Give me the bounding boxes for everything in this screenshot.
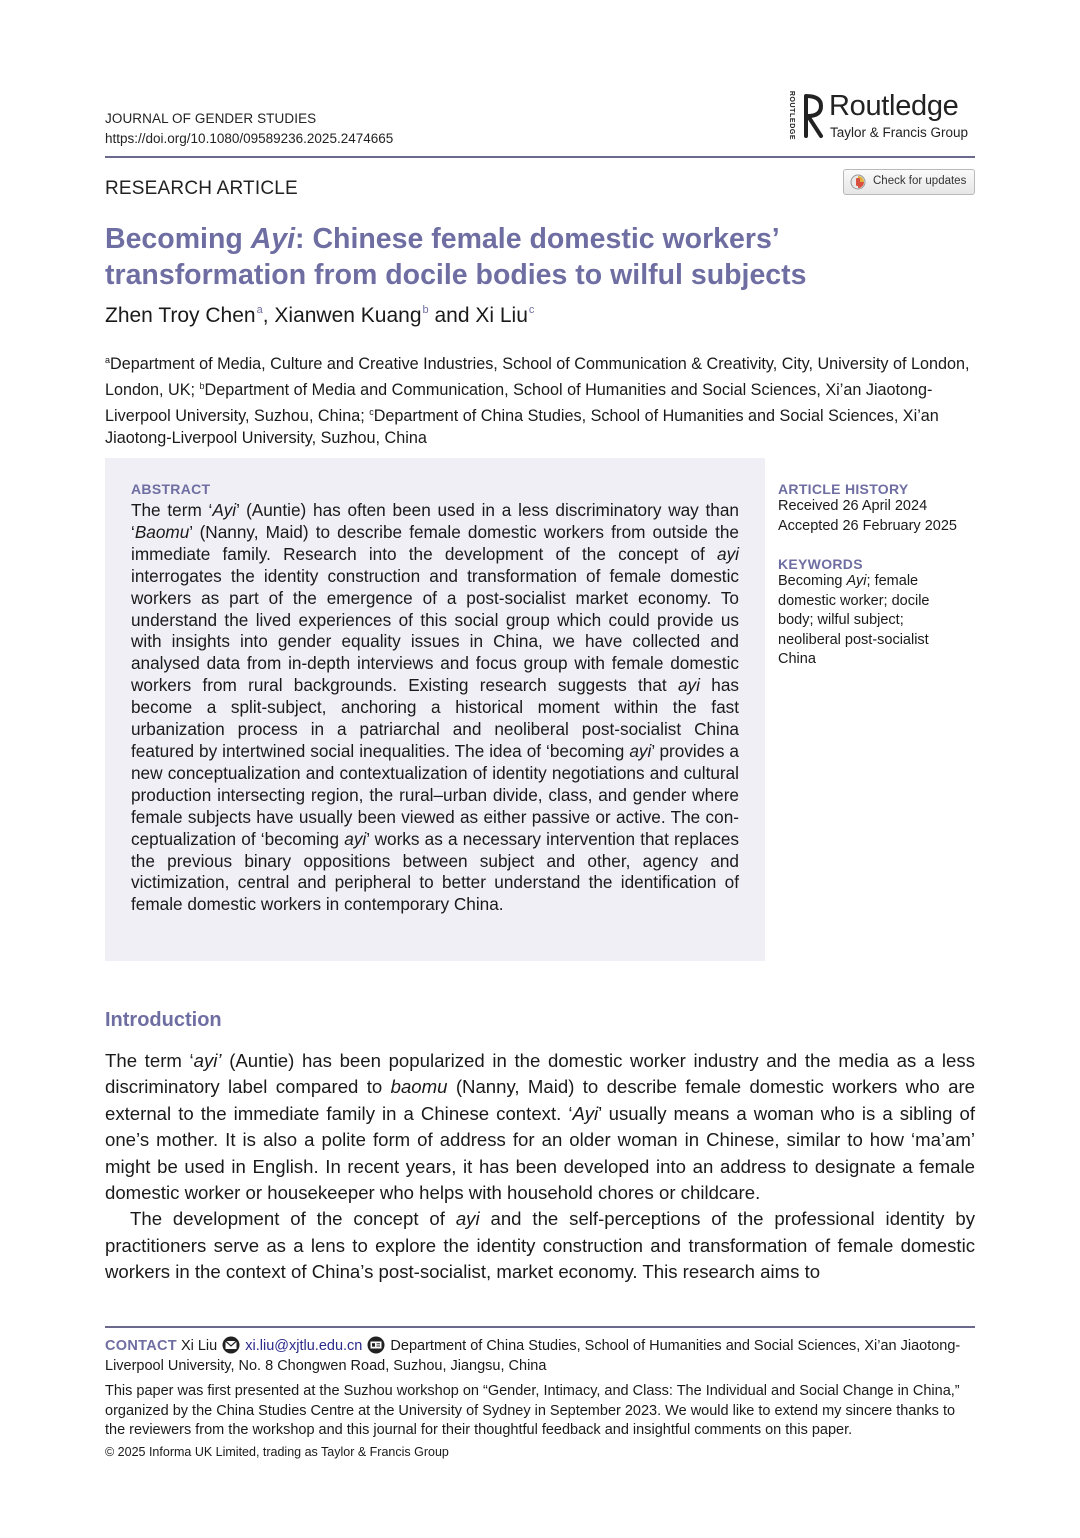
affiliation-mark[interactable]: a — [256, 304, 263, 316]
italic-term: Ayi — [572, 1102, 599, 1124]
title-italic: Ayi — [250, 223, 296, 255]
contact-name: Xi Liu — [180, 1338, 218, 1354]
contact-info — [105, 1336, 975, 1376]
affiliation-mark[interactable]: c — [528, 304, 535, 316]
accepted-date: Accepted 26 February 2025 — [778, 517, 957, 534]
abstract-heading: ABSTRACT — [131, 481, 211, 497]
affiliation-text: Department of Media, Culture and Creative Industries, School of Communication & Creativity, City, University of London, London, UK; — [105, 355, 970, 399]
italic-term: ayi — [717, 543, 739, 564]
affiliation-text: Department of Media and Communication, School of Humanities and Social Sciences, Xi’an Jiaotong-Liverpool University, Suzhou, China; — [105, 381, 933, 425]
received-date: Received 26 April 2024 — [778, 498, 928, 514]
contact-address: Department of China Studies, School of Humanities and Social Sciences, Xi’an Jiaotong-Liverpool University, No. 8 Chongwen Road, Suzhou, Jiangsu, China — [105, 1338, 961, 1374]
email-icon — [221, 1336, 241, 1354]
introduction-body — [105, 1048, 975, 1286]
article-title: Becoming Ayi: Chinese female domestic workers’ transformation from docile bodies to wilful subjects — [105, 223, 807, 291]
copyright: © 2025 Informa UK Limited, trading as Taylor & Francis Group — [105, 1445, 449, 1459]
italic-term: Ayi — [212, 500, 237, 520]
keywords-block — [778, 556, 978, 670]
history-heading: ARTICLE HISTORY — [778, 481, 909, 497]
affiliation-text: Department of China Studies, School of Humanities and Social Sciences, Xi’an Jiaotong-Liverpool University, Suzhou, China — [105, 407, 939, 447]
italic-term: ayi — [677, 675, 700, 696]
italic-term: ayi’ — [193, 1050, 222, 1071]
check-updates-label: Check for updates — [873, 175, 967, 187]
affiliations — [105, 349, 975, 449]
paragraph: The development of the concept of ayi and the self-perceptions of the professional identity by practitioners serve as a lens to explore the identity construction and transformation of female domestic workers in the context of China’s post-socialist, market economy. This research aims to — [105, 1208, 975, 1283]
publisher-logo[interactable] — [785, 90, 975, 146]
italic-term: ayi — [629, 740, 652, 761]
journal-header — [105, 109, 393, 149]
publisher-vertical-text: ROUTLEDGE — [788, 90, 796, 141]
author-list: Zhen Troy Chen$^a$, Xianwen Kuang$^b$ and Xi Liu$^c$ — [105, 304, 535, 327]
keywords-text: Becoming Ayi; female domestic worker; docile body; wilful subject; neoliberal post-socialist China — [778, 573, 930, 667]
author-name[interactable]: Xi Liu — [475, 304, 528, 327]
contact-label: CONTACT — [105, 1338, 177, 1354]
publisher-group: Taylor & Francis Group — [830, 125, 969, 140]
article-page — [105, 0, 975, 1538]
journal-name: JOURNAL OF GENDER STUDIES — [105, 111, 317, 126]
publisher-name: Routledge — [829, 90, 959, 122]
introduction-heading: Introduction — [105, 1009, 222, 1031]
affiliation-mark: b — [199, 381, 205, 391]
article-history — [778, 481, 978, 536]
italic-term: baomu — [390, 1076, 448, 1098]
italic-term: ayi — [455, 1208, 480, 1230]
author-name[interactable]: Zhen Troy Chen — [105, 304, 256, 327]
author-name[interactable]: Xianwen Kuang — [274, 304, 422, 327]
keywords-heading: KEYWORDS — [778, 556, 863, 572]
header-rule — [105, 156, 975, 158]
affiliation-mark[interactable]: b — [422, 304, 429, 316]
italic-term: ayi — [344, 828, 367, 849]
italic-term: Ayi — [846, 573, 867, 589]
routledge-r-icon — [801, 92, 827, 140]
contact-email-link[interactable]: xi.liu@xjtlu.edu.cn — [245, 1338, 363, 1354]
doi-link[interactable]: https://doi.org/10.1080/09589236.2025.2474665 — [105, 131, 394, 146]
presentation-note: This paper was first presented at the Suzhou workshop on “Gender, Intimacy, and Class: The Individual and Social Change in China,” organized by the China Studies Centre at the University of Sydney in September 2023. We would like to extend my sincere thanks to the reviewers from the workshop and this journal for their thoughtful feedback and insightful comments on this paper. — [105, 1383, 960, 1438]
affiliation-mark: c — [369, 407, 374, 417]
abstract-text: The term ‘Ayi’ (Auntie) has often been used in a less discriminatory way than ‘Baomu’ (Nanny, Maid) to describe female domestic workers from outside the immediate family. Research into the development of the concept of ayi interrogates the identity construction and transformation of female domestic workers as part of the emergence of a post-socialist market economy. To understand the lived experiences of this social group which could provide us with insights into gender equality issues in China, we have collected and analysed data from in-depth interviews and focus group with female domestic workers from rural backgrounds. Existing research suggests that ayi has become a split-subject, anchoring a historical moment within the fast urbanization process in a patriarchal and neoliberal post-socialist China featured by intertwined social inequalities. The idea of ‘becoming ayi’ provides a new conceptualization and contextualization of identity negotiations and cultural production intersecting region, the rural–urban divide, class, and gender where female subjects have usually been viewed as either passive or active. The conceptualization of ‘becoming ayi’ works as a necessary intervention that replaces the previous binary oppositions between subject and other, agency and victimization, central and peripheral to better understand the identification of female domestic workers in contemporary China. — [131, 500, 740, 915]
check-updates-icon — [850, 174, 866, 190]
paragraph: The term ‘ayi’ (Auntie) has been popularized in the domestic worker industry and the media as a less discriminatory label compared to baomu (Nanny, Maid) to describe female domestic workers who are external to the immediate family in a Chinese context. ‘Ayi’ usually means a woman who is a sibling of one’s mother. It is also a polite form of address for an older woman in Chinese, similar to how ‘ma’am’ might be used in English. In recent years, it has been developed into an address to designate a female domestic worker or housekeeper who helps with household chores or childcare. — [105, 1050, 976, 1204]
check-for-updates-button[interactable] — [843, 169, 975, 195]
footnote-rule — [105, 1326, 975, 1328]
italic-term: Baomu — [134, 521, 190, 542]
address-icon — [366, 1336, 386, 1354]
article-type: RESEARCH ARTICLE — [105, 178, 298, 199]
affiliation-mark: a — [105, 355, 111, 365]
